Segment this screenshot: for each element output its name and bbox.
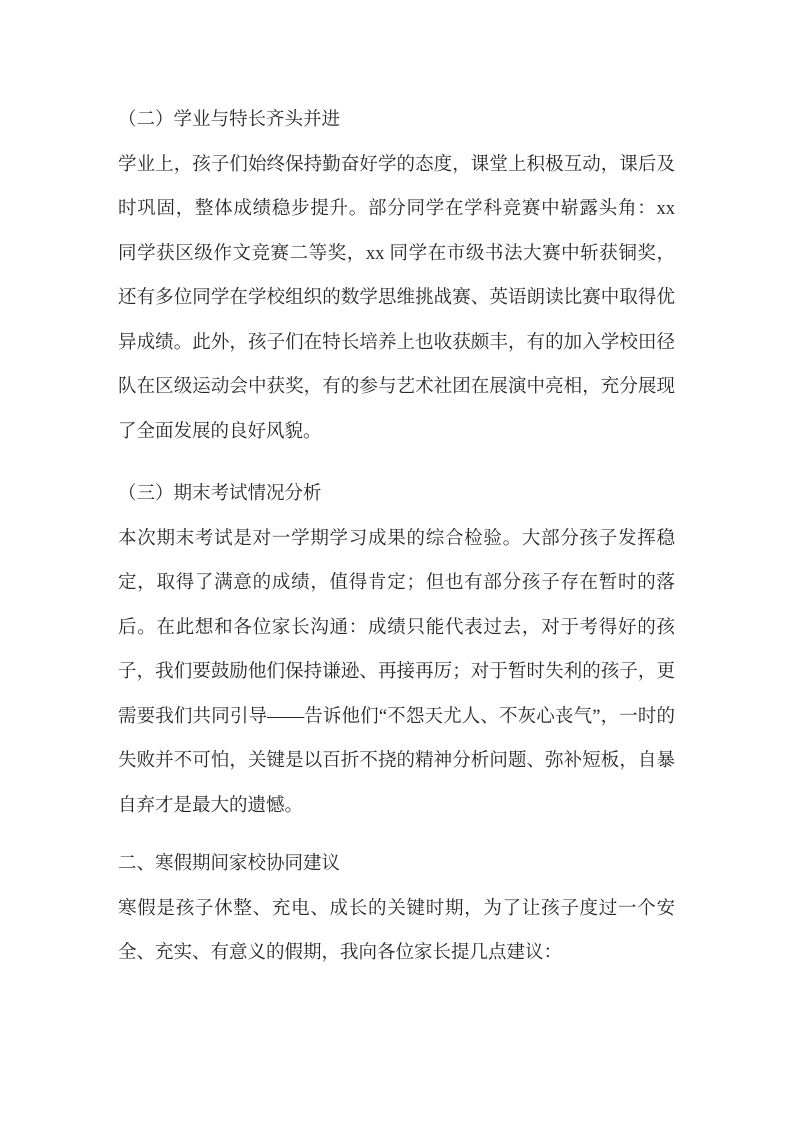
section-academics-and-talents — [118, 98, 675, 454]
section-paragraph-final-exam-analysis: 本次期末考试是对一学期学习成果的综合检验。大部分孩子发挥稳定，取得了满意的成绩，值得肯定；但也有部分孩子存在暂时的落后。在此想和各位家长沟通：成绩只能代表过去，对于考得好的孩子，我们要鼓励他们保持谦逊、再接再厉；对于暂时失利的孩子，更需要我们共同引导——告诉他们“不怨天尤人、不灰心丧气”，一时的失败并不可怕，关键是以百折不挠的精神分析问题、弥补短板，自暴自弃才是最大的遗憾。 — [118, 528, 675, 816]
section-heading-academics-and-talents: （二）学业与特长齐头并进 — [118, 110, 341, 130]
section-paragraph-academics-and-talents: 学业上，孩子们始终保持勤奋好学的态度，课堂上积极互动，课后及时巩固，整体成绩稳步提升。部分同学在学科竞赛中崭露头角：xx 同学获区级作文竞赛二等奖，xx 同学在市级书法大赛中斩获铜奖，还有多位同学在学校组织的数学思维挑战赛、英语朗读比赛中取得优异成绩。此外，孩子们在特长培养上也收获颇丰，有的加入学校田径队在区级运动会中获奖，有的参与艺术社团在展演中亮相，充分展现了全面发展的良好风貌。 — [118, 154, 675, 442]
section-paragraph-winter-vacation-advice: 寒假是孩子休整、充电、成长的关键时期，为了让孩子度过一个安全、充实、有意义的假期，我向各位家长提几点建议： — [118, 898, 675, 963]
section-heading-winter-vacation-advice: 二、寒假期间家校协同建议 — [118, 854, 341, 874]
section-heading-final-exam-analysis: （三）期末考试情况分析 — [118, 484, 322, 504]
section-winter-vacation-advice — [118, 842, 675, 976]
section-final-exam-analysis — [118, 472, 675, 828]
